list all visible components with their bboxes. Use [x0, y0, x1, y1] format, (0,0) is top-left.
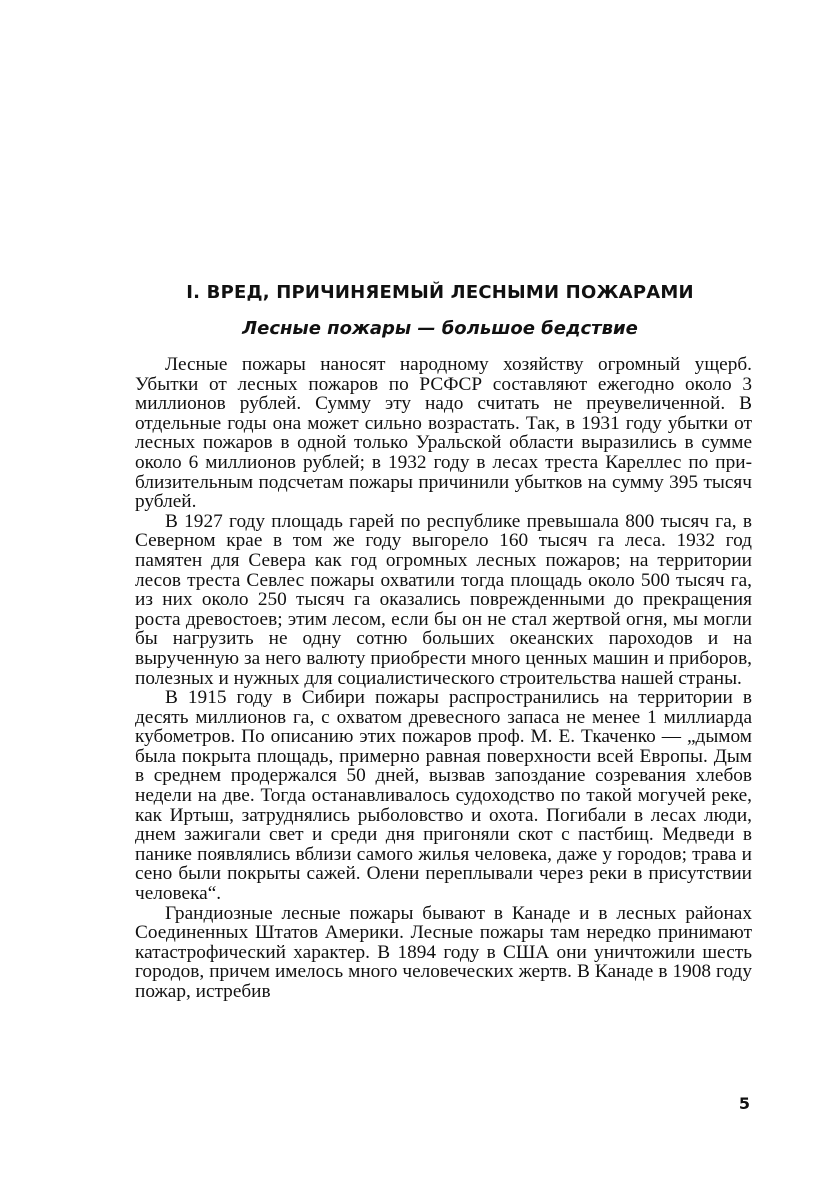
paragraph: В 1927 году площадь гарей по республике превышала 800 тысяч га, в Северном крае в том же году выгорело 160 тысяч га леса. 1932 год памятен для Севера как год огромных лесных пожаров; на территории лесов треста Севлес пожары охватили тогда площадь около 500 тысяч га, из них около 250 тысяч га оказались поврежденными до прекращения роста древостоев; этим лесом, если бы он не стал жертвой огня, мы могли бы нагрузить не одну сотню больших океанских пароходов и на вырученную за него валюту приобрести много ценных машин и приборов, полезных и нужных для социалистического строительства нашей страны. [135, 510, 752, 689]
section-title: Лесные пожары — большое бедствие [242, 318, 638, 339]
paragraph: Грандиозные лесные пожары бывают в Канаде и в лесных районах Соединенных Штатов Америки. Лесные пожары там нередко принимают катастрофический характер. В 1894 году в США они уничтожили шесть городов, причем имелось много человеческих жертв. В Канаде в 1908 году пожар, истребив [135, 902, 752, 1002]
body-text [135, 355, 752, 1002]
page-number: 5 [738, 1094, 750, 1113]
paragraph: В 1915 году в Сибири пожары распространились на территории в десять миллионов га, с охватом древесного запаса не менее 1 миллиарда кубометров. По описанию этих пожаров проф. М. Е. Ткаченко — „дымом была покрыта площадь, примерно равная поверхности всей Европы. Дым в среднем продержался 50 дней, вызвав запоздание созревания хлебов недели на две. Тогда останавливалось судоходство по такой могучей реке, как Иртыш, затруднялись рыболовство и охота. Погибали в лесах люди, днем зажигали свет и среди дня пригоняли скот с пастбищ. Медведи в панике появлялись вблизи самого жилья человека, даже у городов; трава и сено были покрыты сажей. Олени переплывали через реки в присутствии человека“. [135, 687, 752, 905]
chapter-title: I. ВРЕД, ПРИЧИНЯЕМЫЙ ЛЕСНЫМИ ПОЖАРАМИ [186, 282, 694, 303]
paragraph: Лесные пожары наносят народному хозяйству огромный ущерб. Убытки от лесных пожаров по РСФСР составляют ежегодно около 3 миллионов рублей. Сумму эту надо считать не преувеличенной. В отдельные годы она может сильно возрастать. Так, в 1931 году убытки от лесных пожаров в одной только Уральской области выразились в сумме около 6 миллионов рублей; в 1932 году в лесах треста Кареллес по приблизительным подсчетам пожары причинили убытков на сумму 395 тысяч рублей. [135, 354, 752, 513]
